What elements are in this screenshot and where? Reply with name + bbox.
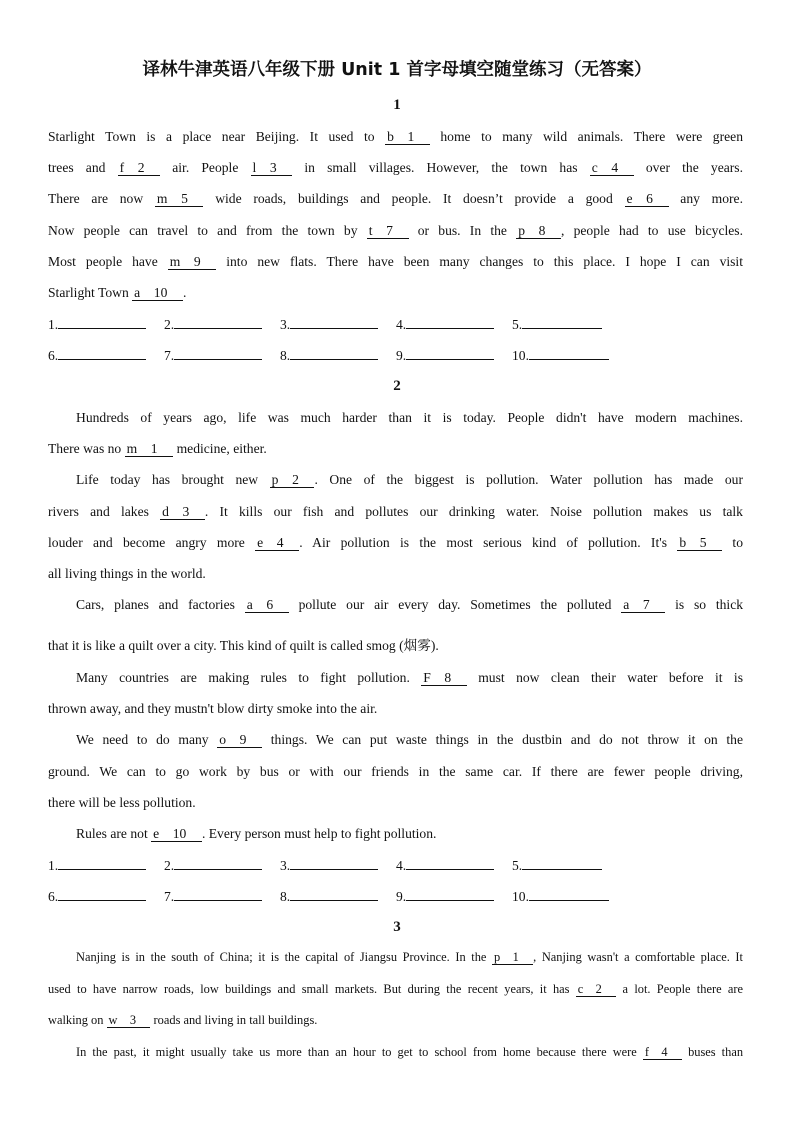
answer-row	[48, 857, 628, 874]
passage-1-line: trees and f 2 air. People l 3 in small villages. However, the town has c 4 over the years.	[48, 160, 743, 175]
answer-slot[interactable]	[396, 888, 512, 905]
answer-line[interactable]	[174, 347, 262, 360]
answer-slot[interactable]	[48, 857, 164, 874]
answer-blank[interactable]: a 6	[246, 597, 287, 612]
answer-slot[interactable]	[396, 316, 512, 333]
answer-blank[interactable]: p 1	[493, 950, 532, 964]
answer-blank[interactable]: e 4	[257, 535, 298, 550]
answer-number: 8.	[280, 889, 291, 904]
answer-number: 7.	[164, 348, 175, 363]
answer-line[interactable]	[58, 316, 146, 329]
answer-number: 3.	[280, 317, 291, 332]
passage-1-line: Most people have m 9 into new flats. There have been many changes to this place. I hope I can visit	[48, 254, 743, 269]
passage-3-line: In the past, it might usually take us more than an hour to get to school from home because there were f 4 buses than	[76, 1045, 744, 1059]
passage-2-line: that it is like a quilt over a city. This kind of quilt is called smog (烟雾).	[48, 638, 439, 653]
answer-slot[interactable]	[164, 347, 280, 364]
passage-1-number: 1	[393, 97, 401, 113]
answer-number: 3.	[280, 858, 291, 873]
answer-blank[interactable]: w 3	[108, 1013, 149, 1027]
answer-blank[interactable]: c 2	[577, 982, 615, 996]
answer-line[interactable]	[529, 347, 609, 360]
answer-number: 5.	[512, 317, 523, 332]
passage-2-line: Cars, planes and factories a 6 pollute our air every day. Sometimes the polluted a 7 is so thick	[76, 597, 744, 612]
answer-blank[interactable]: m 1	[126, 441, 172, 456]
answer-blank[interactable]: f 2	[119, 160, 159, 175]
answer-number: 1.	[48, 858, 59, 873]
passage-2-line: Many countries are making rules to fight pollution. F 8 must now clean their water before it is	[76, 670, 743, 685]
answer-number: 2.	[164, 317, 175, 332]
answer-slot[interactable]	[512, 888, 628, 905]
answer-line[interactable]	[174, 857, 262, 870]
answer-number: 8.	[280, 348, 291, 363]
passage-3-number: 3	[393, 919, 401, 935]
answer-number: 10.	[512, 889, 529, 904]
answer-blank[interactable]: d 3	[162, 504, 203, 519]
answer-slot[interactable]	[512, 857, 628, 874]
answer-line[interactable]	[406, 316, 494, 329]
passage-3-line: used to have narrow roads, low buildings and small markets. But during the recent years, it has c 2 a lot. People there are	[48, 982, 743, 996]
answer-number: 4.	[396, 858, 407, 873]
answer-line[interactable]	[290, 857, 378, 870]
answer-blank[interactable]: l 3	[252, 160, 291, 175]
answer-blank[interactable]: b 1	[387, 129, 428, 144]
passage-2-number: 2	[393, 378, 401, 394]
answer-line[interactable]	[522, 857, 602, 870]
answer-line[interactable]	[290, 316, 378, 329]
passage-3-line: walking on w 3 roads and living in tall buildings.	[48, 1013, 318, 1027]
answer-blank[interactable]: a 10	[134, 285, 181, 300]
passage-2-line: Life today has brought new p 2 . One of the biggest is pollution. Water pollution has made our	[76, 472, 743, 487]
answer-line[interactable]	[406, 857, 494, 870]
answer-blank[interactable]: c 4	[591, 160, 632, 175]
answer-number: 6.	[48, 889, 59, 904]
answer-number: 7.	[164, 889, 175, 904]
answer-slot[interactable]	[164, 316, 280, 333]
answer-blank[interactable]: f 4	[644, 1045, 680, 1059]
answer-number: 2.	[164, 858, 175, 873]
answer-line[interactable]	[406, 888, 494, 901]
passage-2-line: there will be less pollution.	[48, 795, 196, 810]
answer-line[interactable]	[58, 347, 146, 360]
answer-blank[interactable]: e 6	[626, 191, 667, 206]
answer-slot[interactable]	[48, 347, 164, 364]
answer-line[interactable]	[529, 888, 609, 901]
answer-blank[interactable]: F 8	[423, 670, 465, 685]
answer-line[interactable]	[174, 888, 262, 901]
answer-slot[interactable]	[164, 888, 280, 905]
passage-1-line: Now people can travel to and from the town by t 7 or bus. In the p 8 , people had to use bicycles.	[48, 223, 743, 238]
answer-number: 9.	[396, 889, 407, 904]
answer-slot[interactable]	[48, 888, 164, 905]
answer-number: 9.	[396, 348, 407, 363]
passage-2-line: Rules are not e 10 . Every person must help to fight pollution.	[76, 826, 437, 841]
answer-row	[48, 888, 628, 905]
passage-2-line: thrown away, and they mustn't blow dirty smoke into the air.	[48, 701, 378, 716]
answer-number: 6.	[48, 348, 59, 363]
answer-blank[interactable]: o 9	[219, 732, 261, 747]
passage-2-line: rivers and lakes d 3 . It kills our fish and pollutes our drinking water. Noise pollution makes us talk	[48, 504, 743, 519]
answer-number: 10.	[512, 348, 529, 363]
answer-slot[interactable]	[164, 857, 280, 874]
passage-2-line: all living things in the world.	[48, 566, 206, 581]
answer-line[interactable]	[406, 347, 494, 360]
page-title: 译林牛津英语八年级下册 Unit 1 首字母填空随堂练习（无答案）	[142, 60, 652, 80]
answer-slot[interactable]	[280, 316, 396, 333]
answer-blank[interactable]: p 2	[271, 472, 313, 487]
answer-blank[interactable]: p 8	[518, 223, 559, 238]
passage-3-line: Nanjing is in the south of China; it is the capital of Jiangsu Province. In the p 1 , Nanjing wasn't a comfortable place. It	[76, 950, 744, 964]
passage-1-line: There are now m 5 wide roads, buildings and people. It doesn’t provide a good e 6 any more.	[48, 191, 743, 206]
answer-slot[interactable]	[512, 316, 628, 333]
passage-2-line: louder and become angry more e 4 . Air pollution is the most serious kind of pollution. It's b 5 to	[48, 535, 743, 550]
answer-line[interactable]	[522, 316, 602, 329]
passage-1-line: Starlight Town a 10 .	[48, 285, 187, 300]
answer-line[interactable]	[174, 316, 262, 329]
answer-line[interactable]	[290, 888, 378, 901]
answer-slot[interactable]	[396, 347, 512, 364]
answer-number: 1.	[48, 317, 59, 332]
answer-blank[interactable]: m 9	[169, 254, 215, 269]
passage-2-line: There was no m 1 medicine, either.	[48, 441, 267, 456]
passage-1-line: Starlight Town is a place near Beijing. It used to b 1 home to many wild animals. There were green	[48, 129, 743, 144]
answer-slot[interactable]	[280, 888, 396, 905]
answer-slot[interactable]	[396, 857, 512, 874]
answer-slot[interactable]	[280, 857, 396, 874]
answer-row	[48, 316, 628, 333]
answer-number: 5.	[512, 858, 523, 873]
answer-blank[interactable]: m 5	[156, 191, 202, 206]
answer-blank[interactable]: a 7	[623, 597, 664, 612]
answer-row	[48, 347, 628, 364]
answer-blank[interactable]: e 10	[153, 826, 200, 841]
answer-blank[interactable]: t 7	[368, 223, 407, 238]
answer-slot[interactable]	[280, 347, 396, 364]
answer-line[interactable]	[58, 857, 146, 870]
answer-blank[interactable]: b 5	[679, 535, 721, 550]
answer-slot[interactable]	[48, 316, 164, 333]
passage-2-line: We need to do many o 9 things. We can put waste things in the dustbin and do not throw it on the	[76, 732, 744, 747]
answer-slot[interactable]	[512, 347, 628, 364]
answer-line[interactable]	[58, 888, 146, 901]
answer-line[interactable]	[290, 347, 378, 360]
passage-2-line: Hundreds of years ago, life was much harder than it is today. People didn't have modern machines.	[76, 410, 743, 425]
answer-number: 4.	[396, 317, 407, 332]
passage-2-line: ground. We can to go work by bus or with our friends in the same car. If there are fewer people driving,	[48, 764, 743, 779]
